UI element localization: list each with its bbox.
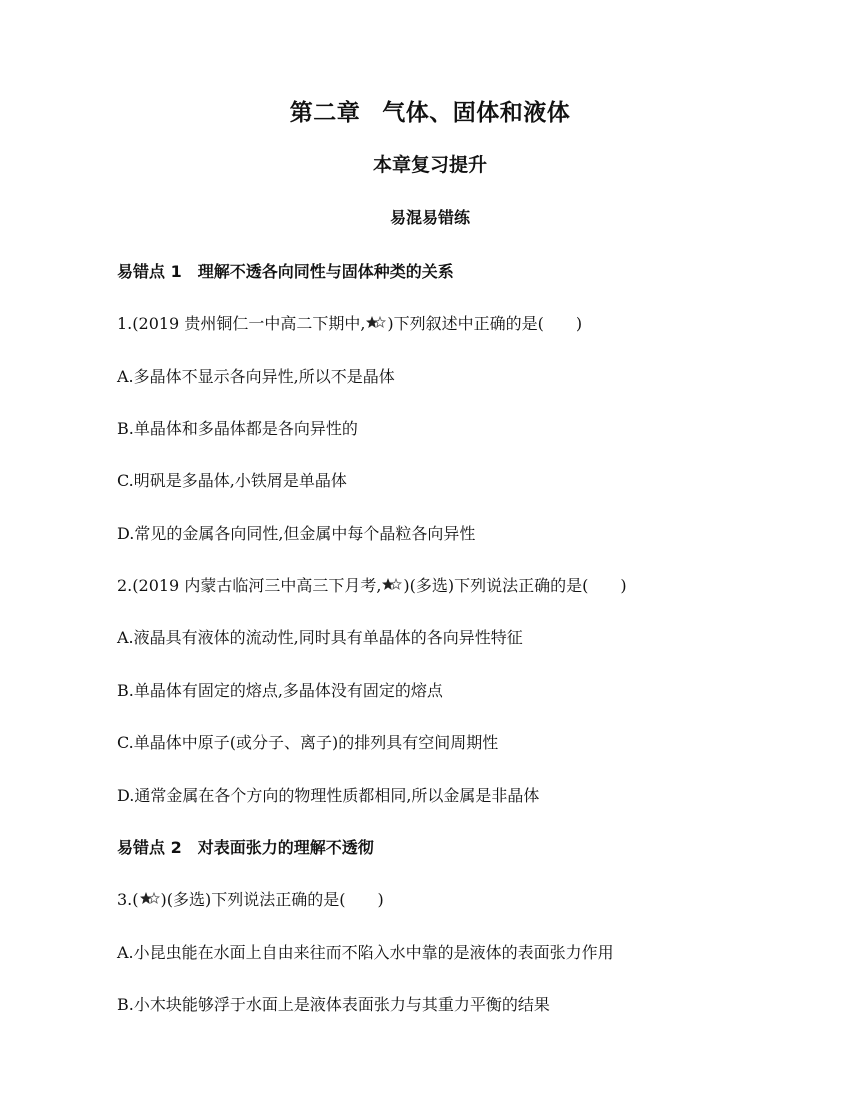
answer-option: D.常见的金属各向同性,但金属中每个晶粒各向异性 bbox=[117, 524, 476, 543]
answer-option: A.液晶具有液体的流动性,同时具有单晶体的各向异性特征 bbox=[117, 628, 523, 647]
question-stem-source: 1.(2019 贵州铜仁一中高二下期中, bbox=[117, 314, 366, 333]
chapter-number: 第二章 bbox=[289, 100, 361, 126]
question-stem-text: )(多选)下列说法正确的是( ) bbox=[160, 890, 384, 909]
question-stem bbox=[117, 887, 384, 911]
chapter-title bbox=[0, 94, 860, 127]
answer-option: C.明矾是多晶体,小铁屑是单晶体 bbox=[117, 471, 347, 490]
question-stem bbox=[117, 311, 582, 335]
answer-option: B.单晶体有固定的熔点,多晶体没有固定的熔点 bbox=[117, 681, 443, 700]
two-star-difficulty-icon bbox=[382, 577, 402, 597]
error-point-label: 易错点 1 bbox=[117, 262, 182, 281]
chapter-subtitle: 本章复习提升 bbox=[372, 154, 487, 176]
answer-option: A.小昆虫能在水面上自由来往而不陷入水中靠的是液体的表面张力作用 bbox=[117, 943, 614, 962]
two-star-difficulty-icon bbox=[140, 891, 160, 911]
question-stem-source: 3.( bbox=[117, 890, 139, 909]
error-point-title: 对表面张力的理解不透彻 bbox=[197, 838, 374, 857]
two-star-difficulty-icon bbox=[366, 315, 386, 335]
question-stem-source: 2.(2019 内蒙古临河三中高三下月考, bbox=[117, 576, 382, 595]
answer-option: B.单晶体和多晶体都是各向异性的 bbox=[117, 419, 358, 438]
question-stem bbox=[117, 573, 627, 597]
answer-option: C.单晶体中原子(或分子、离子)的排列具有空间周期性 bbox=[117, 733, 499, 752]
section-heading: 易混易错练 bbox=[389, 208, 470, 227]
answer-option: A.多晶体不显示各向异性,所以不是晶体 bbox=[117, 367, 395, 386]
answer-option: D.通常金属在各个方向的物理性质都相同,所以金属是非晶体 bbox=[117, 786, 540, 805]
error-point-heading bbox=[117, 259, 454, 282]
question-stem-text: )下列叙述中正确的是( ) bbox=[387, 314, 583, 333]
answer-option: B.小木块能够浮于水面上是液体表面张力与其重力平衡的结果 bbox=[117, 995, 550, 1014]
error-point-title: 理解不透各向同性与固体种类的关系 bbox=[197, 262, 454, 281]
question-stem-text: )(多选)下列说法正确的是( ) bbox=[403, 576, 627, 595]
error-point-label: 易错点 2 bbox=[117, 838, 182, 857]
error-point-heading bbox=[117, 835, 374, 858]
chapter-name: 气体、固体和液体 bbox=[382, 100, 571, 126]
